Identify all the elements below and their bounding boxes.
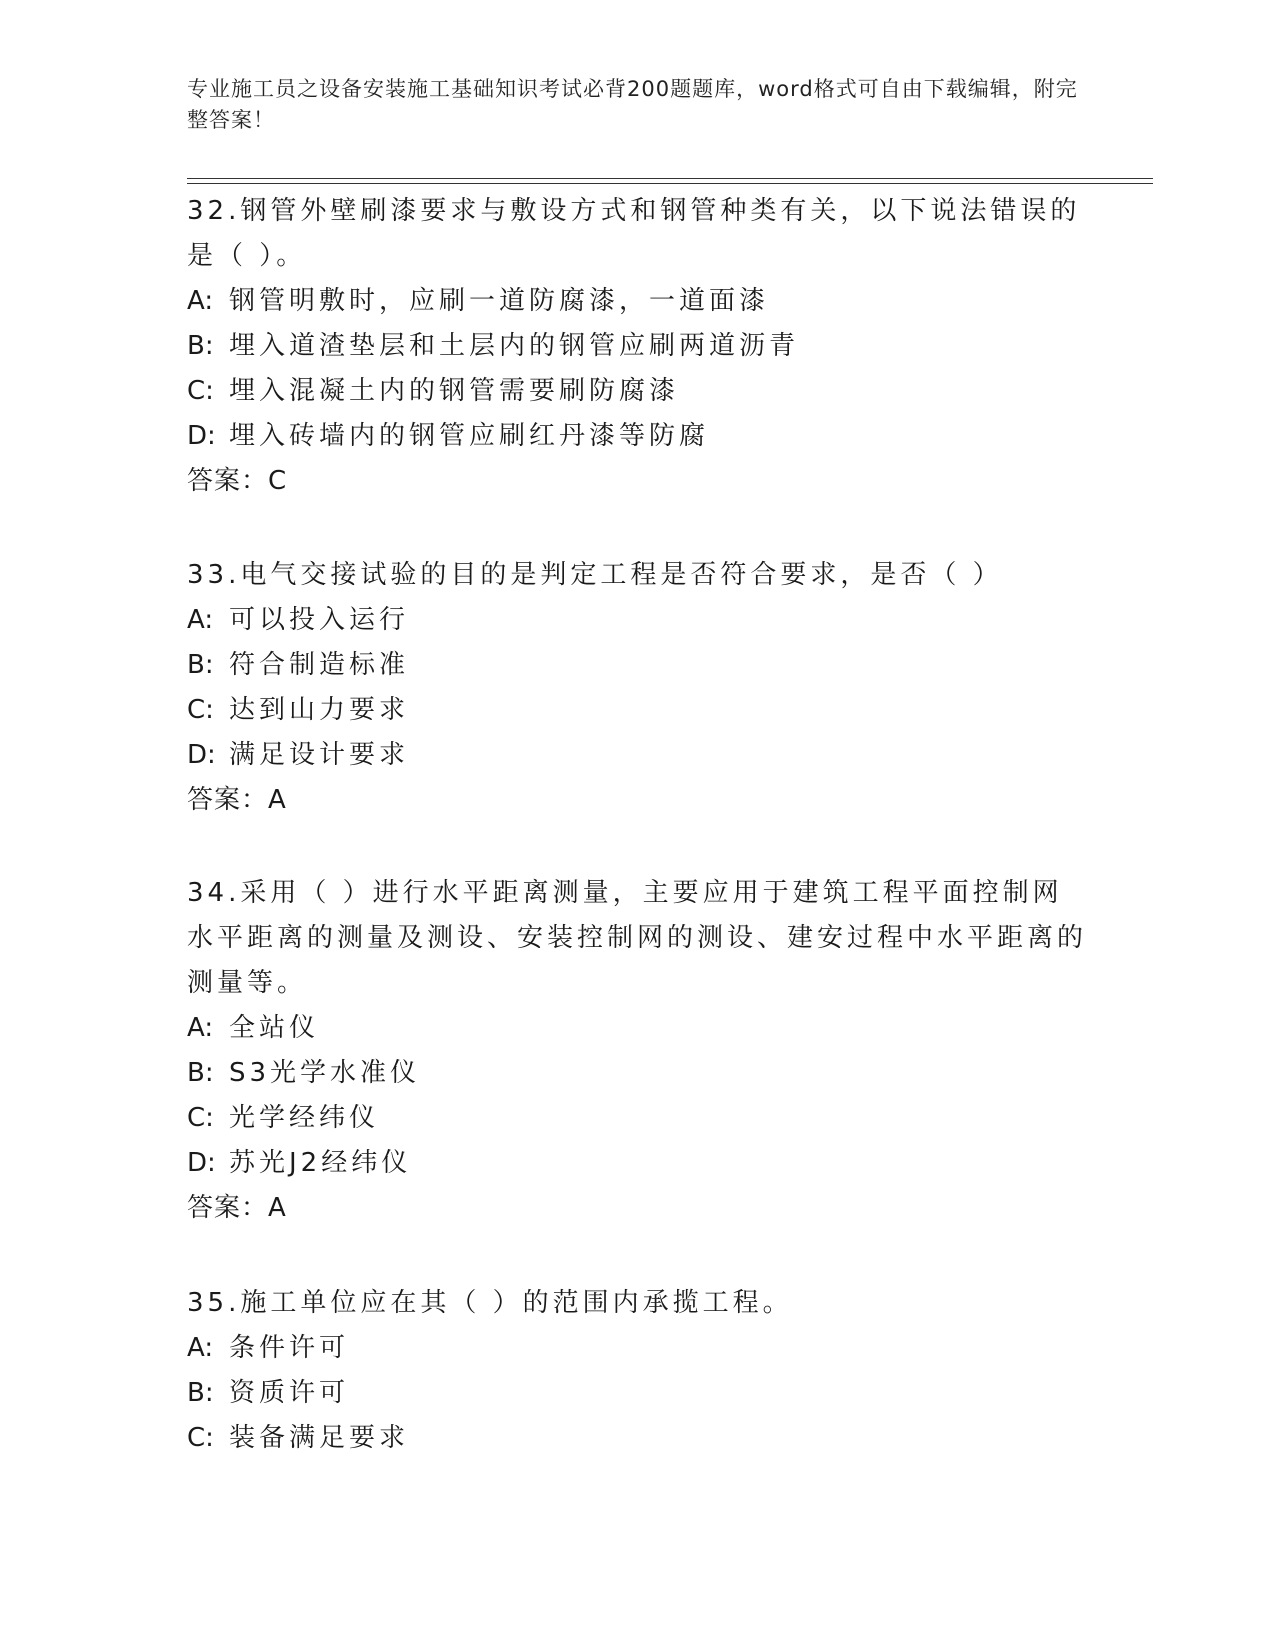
answer-label: 答案： xyxy=(187,1193,269,1223)
header-divider-bottom xyxy=(187,183,1153,184)
option-text: 埋入砖墙内的钢管应刷红丹漆等防腐 xyxy=(229,421,710,451)
question-stem: 33.电气交接试验的目的是判定工程是否符合要求，是否（ ） xyxy=(187,560,1003,590)
option-c xyxy=(187,688,1087,733)
answer-value: A xyxy=(268,785,286,815)
option-text: 苏光J2经纬仪 xyxy=(229,1148,412,1178)
option-c xyxy=(187,1096,1087,1141)
question-35 xyxy=(187,1281,1087,1461)
option-letter: C: xyxy=(187,1423,214,1453)
option-text: 资质许可 xyxy=(229,1378,350,1408)
option-letter: A: xyxy=(187,1333,214,1363)
document-header: 专业施工员之设备安装施工基础知识考试必背200题题库，word格式可自由下载编辑，附完整答案！ xyxy=(187,77,1078,132)
option-text: 钢管明敷时，应刷一道防腐漆，一道面漆 xyxy=(229,286,770,316)
question-stem: 32.钢管外壁刷漆要求与敷设方式和钢管种类有关，以下说法错误的是（ ）。 xyxy=(187,196,1081,271)
option-letter: D: xyxy=(187,421,216,451)
option-a xyxy=(187,1006,1087,1051)
option-letter: D: xyxy=(187,1148,216,1178)
option-text: 装备满足要求 xyxy=(229,1423,410,1453)
option-letter: B: xyxy=(187,1058,214,1088)
question-stem: 35.施工单位应在其（ ）的范围内承揽工程。 xyxy=(187,1288,793,1318)
question-32 xyxy=(187,189,1087,504)
option-text: 满足设计要求 xyxy=(229,740,410,770)
question-34 xyxy=(187,871,1087,1231)
answer-value: A xyxy=(268,1193,286,1223)
option-letter: C: xyxy=(187,1103,214,1133)
option-text: 全站仪 xyxy=(229,1013,320,1043)
option-letter: C: xyxy=(187,376,214,406)
option-letter: B: xyxy=(187,1378,214,1408)
option-letter: A: xyxy=(187,1013,214,1043)
option-b xyxy=(187,1371,1087,1416)
option-c xyxy=(187,369,1087,414)
option-letter: B: xyxy=(187,650,214,680)
option-d xyxy=(187,733,1087,778)
option-text: 埋入道渣垫层和土层内的钢管应刷两道沥青 xyxy=(229,331,800,361)
answer-line xyxy=(187,459,1087,504)
option-b xyxy=(187,643,1087,688)
option-text: 条件许可 xyxy=(229,1333,350,1363)
option-letter: B: xyxy=(187,331,214,361)
option-text: 达到山力要求 xyxy=(229,695,410,725)
option-d xyxy=(187,414,1087,459)
question-stem: 34.采用（ ）进行水平距离测量，主要应用于建筑工程平面控制网水平距离的测量及测设、安装控制网的测设、建安过程中水平距离的测量等。 xyxy=(187,878,1088,998)
option-text: 可以投入运行 xyxy=(229,605,410,635)
answer-value: C xyxy=(268,466,287,496)
option-b xyxy=(187,324,1087,369)
answer-label: 答案： xyxy=(187,466,269,496)
option-letter: C: xyxy=(187,695,214,725)
option-b xyxy=(187,1051,1087,1096)
option-letter: D: xyxy=(187,740,216,770)
answer-line xyxy=(187,778,1087,823)
option-a xyxy=(187,1326,1087,1371)
question-33 xyxy=(187,553,1087,823)
header-divider-top xyxy=(187,178,1153,179)
option-c xyxy=(187,1416,1087,1461)
answer-label: 答案： xyxy=(187,785,269,815)
option-d xyxy=(187,1141,1087,1186)
answer-line xyxy=(187,1186,1087,1231)
option-a xyxy=(187,598,1087,643)
option-text: S3光学水准仪 xyxy=(229,1058,421,1088)
option-text: 符合制造标准 xyxy=(229,650,410,680)
option-text: 光学经纬仪 xyxy=(229,1103,380,1133)
option-letter: A: xyxy=(187,605,214,635)
option-a xyxy=(187,279,1087,324)
option-letter: A: xyxy=(187,286,214,316)
option-text: 埋入混凝土内的钢管需要刷防腐漆 xyxy=(229,376,680,406)
